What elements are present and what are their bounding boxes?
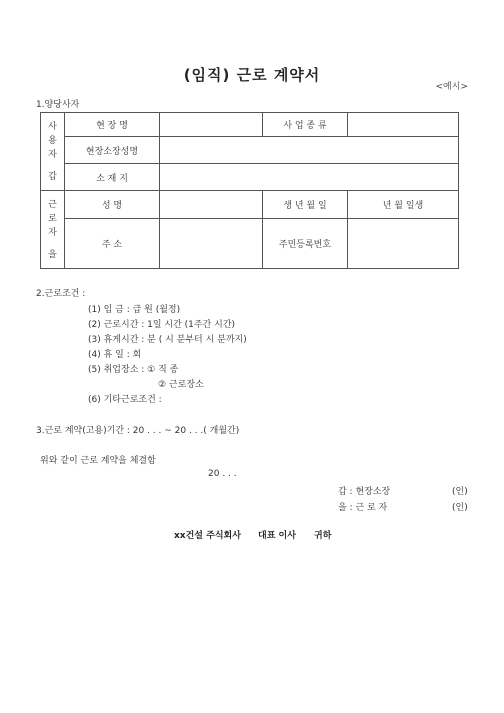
parties-table (40, 112, 459, 269)
condition-wage: (1) 임 금 : 급 원 (월정) (88, 305, 181, 315)
section1-heading: 1.양당사자 (36, 100, 80, 110)
example-label: <예시> (435, 82, 468, 92)
condition-holiday: (4) 휴 일 : 회 (88, 350, 142, 360)
document-title: (임직) 근로 계약서 (183, 66, 321, 84)
section3-contract-period: 3.근로 계약(고용)기간 : 20 . . . ~ 20 . . .( 개월간) (36, 426, 240, 436)
condition-work-hours: (2) 근로시간 : 1일 시간 (1주간 시간) (88, 320, 236, 330)
signature-employee-label: 을 : 근 로 자 (338, 503, 388, 513)
signature-employer-seal: (인) (452, 487, 468, 497)
signature-employer-label: 갑 : 현장소장 (338, 487, 391, 497)
site-manager-label: 현장소장성명 (65, 137, 160, 164)
condition-break-time: (3) 휴게시간 : 분 ( 시 분부터 시 분까지) (88, 335, 247, 345)
condition-other: (6) 기타근로조건 : (88, 395, 162, 405)
employer-label: 사 용 자 갑 (41, 113, 65, 191)
resident-number-value (348, 219, 459, 269)
site-manager-value (160, 137, 459, 164)
footer-honorific: 귀하 (314, 531, 332, 541)
footer-ceo: 대표 이사 (258, 531, 296, 541)
employee-name-label: 성 명 (65, 191, 160, 219)
condition-workplace-job: (5) 취업장소 : ① 직 종 (88, 365, 179, 375)
business-type-label: 사 업 종 류 (263, 113, 348, 137)
site-name-value (160, 113, 263, 137)
birth-value: 년 월 일생 (348, 191, 459, 219)
business-type-value (348, 113, 459, 137)
address-value (160, 219, 263, 269)
footer-company: xx건설 주식회사 (174, 531, 241, 541)
location-label: 소 재 지 (65, 164, 160, 191)
site-name-label: 현 장 명 (65, 113, 160, 137)
birth-label: 생 년 월 일 (263, 191, 348, 219)
location-value (160, 164, 459, 191)
employee-name-value (160, 191, 263, 219)
employee-label: 근 로 자 을 (41, 191, 65, 269)
signature-employee-seal: (인) (452, 503, 468, 513)
condition-workplace-site: ② 근로장소 (158, 380, 204, 390)
section2-heading: 2.근로조건 : (36, 289, 86, 299)
resident-number-label: 주민등록번호 (263, 219, 348, 269)
address-label: 주 소 (65, 219, 160, 269)
date-line: 20 . . . (208, 469, 237, 479)
agreement-text: 위와 같이 근로 계약을 체결함 (40, 456, 156, 466)
